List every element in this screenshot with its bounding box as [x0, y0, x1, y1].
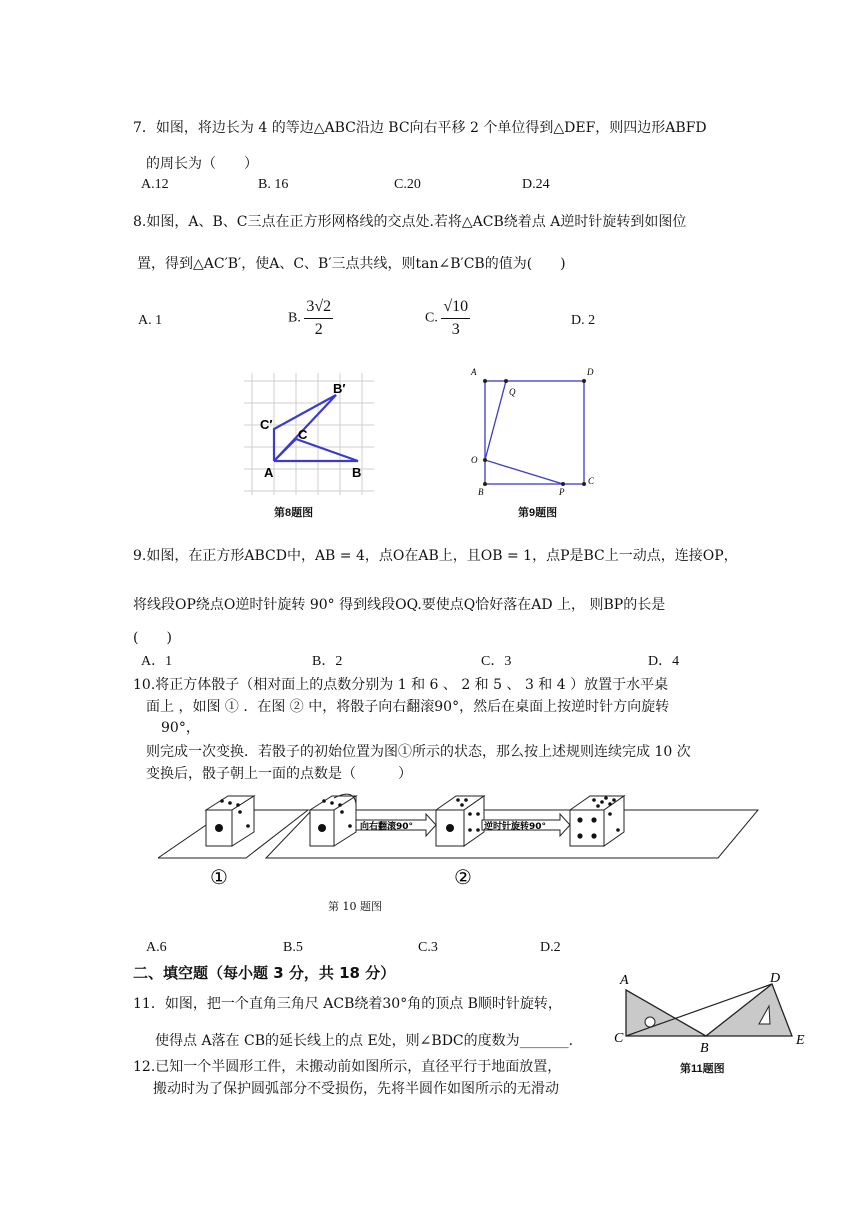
q12-line1: 12.已知一个半圆形工件，未搬动前如图所示，直径平行于地面放置， [133, 1059, 562, 1075]
q8-option-b-letter: B. [288, 310, 301, 326]
q10-option-c: C.3 [418, 940, 438, 955]
fig9-label-a: A [471, 367, 477, 377]
fig9-label-q: Q [509, 387, 516, 397]
q11-line1: 11．如图，把一个直角三角尺 ACB绕着30°角的顶点 B顺时针旋转， [133, 996, 562, 1012]
q8-option-c-fraction [441, 298, 470, 339]
fig9-label-b: B [478, 487, 484, 497]
fig8-caption: 第8题图 [274, 507, 314, 519]
fig8-triangles [274, 395, 358, 461]
fig8-label-bprime: B′ [333, 381, 346, 396]
q8-option-b-fraction [304, 298, 333, 339]
q8-option-c-denominator: 3 [451, 321, 460, 338]
fig11-label-d: D [770, 971, 781, 986]
q10-line3: 90°， [161, 720, 200, 736]
q8-line1: 8.如图，A、B、C三点在正方形网格线的交点处.若将△ACB绕着点 A逆时针旋转到如图位 [133, 214, 687, 230]
fig10-caption: 第 10 题图 [328, 900, 382, 913]
q10-line4: 则完成一次变换．若骰子的初始位置为图①所示的状态，那么按上述规则连续完成 10 次 [146, 744, 691, 760]
fig8-label-a: A [264, 465, 274, 480]
q9-line1: 9.如图，在正方形ABCD中，AB = 4，点O在AB上，且OB = 1，点P是BC上一动点，连接OP， [133, 548, 738, 564]
fig11-label-a: A [620, 973, 629, 988]
fig9-label-p: P [559, 487, 565, 497]
fig11-diagram [612, 966, 812, 1052]
q7-line1: 7．如图，将边长为 4 的等边△ABC沿边 BC向右平移 2 个单位得到△DEF，则四边形ABFD [133, 120, 707, 136]
q8-option-c [425, 298, 470, 339]
q9-option-c: C．3 [481, 654, 512, 669]
q11-line2: 使得点 A落在 CB的延长线上的点 E处，则∠BDC的度数为_______. [155, 1033, 574, 1049]
q7-option-d: D.24 [522, 177, 550, 192]
q9-option-a: A．1 [141, 654, 173, 669]
fig8-label-b: B [352, 465, 362, 480]
q8-option-d: D. 2 [571, 313, 596, 328]
q7-option-c: C.20 [394, 177, 421, 192]
q8-line2: 置，得到△AC′B′，使A、C、B′三点共线，则tan∠B′CB的值为( ) [137, 256, 566, 272]
fig9-lines [485, 381, 584, 484]
q8-option-c-numerator: √10 [441, 298, 470, 319]
fig10-diagram [158, 792, 760, 892]
q8-option-b [288, 298, 333, 339]
fig11-hole-1 [645, 1017, 655, 1027]
q10-option-a: A.6 [146, 940, 167, 955]
q10-option-d: D.2 [540, 940, 561, 955]
fig8-label-cprime: C′ [260, 417, 273, 432]
q9-line2: 将线段OP绕点O逆时针旋转 90° 得到线段OQ.要使点Q恰好落在AD 上， 则BP的长是 [133, 597, 666, 613]
fig8-diagram [240, 365, 380, 515]
q8-option-a: A. 1 [138, 313, 163, 328]
q7-line2: 的周长为（ ） [146, 156, 258, 172]
section-2-title: 二、填空题（每小题 3 分，共 18 分） [133, 964, 396, 982]
fig8-label-c: C [298, 427, 308, 442]
q9-option-d: D．4 [648, 654, 680, 669]
die-4 [570, 796, 624, 846]
fig11-triangle-acb [626, 990, 706, 1036]
q7-option-a: A.12 [141, 177, 169, 192]
q8-option-b-numerator: 3√2 [304, 298, 333, 319]
fig10-label-1: ① [210, 865, 228, 889]
fig9-caption: 第9题图 [518, 507, 558, 519]
q7-option-b: B. 16 [258, 177, 289, 192]
fig9-label-o: O [471, 455, 478, 465]
arrow-rotate-label: 逆时针旋转90° [484, 822, 547, 832]
q12-line2: 搬动时为了保护圆弧部分不受损伤，先将半圆作如图所示的无滑动 [153, 1081, 559, 1097]
q10-line1: 10.将正方体骰子（相对面上的点数分别为 1 和 6 、 2 和 5 、 3 和 4 ）放置于水平桌 [133, 677, 669, 693]
q10-option-b: B.5 [283, 940, 303, 955]
fig11-caption: 第11题图 [680, 1063, 725, 1075]
fig9-label-c: C [588, 476, 595, 486]
fig9-points [483, 379, 586, 486]
q9-line3: ( ) [133, 630, 172, 646]
fig9-diagram [468, 365, 608, 500]
q8-option-c-letter: C. [425, 310, 438, 326]
die-3 [436, 796, 484, 846]
fig11-label-b: B [700, 1041, 709, 1052]
q8-option-b-denominator: 2 [314, 321, 323, 338]
fig11-label-c: C [614, 1031, 624, 1046]
arrow-roll-label: 向右翻滚90° [360, 822, 414, 832]
fig11-label-e: E [796, 1033, 805, 1048]
die-2 [310, 794, 356, 846]
fig9-label-d: D [587, 367, 594, 377]
q9-option-b: B．2 [312, 654, 343, 669]
die-1 [206, 796, 254, 846]
q10-line5: 变换后，骰子朝上一面的点数是（ ） [146, 766, 412, 782]
q10-line2: 面上 ，如图 ① ．在图 ② 中，将骰子向右翻滚90°，然后在桌面上按逆时针方向旋转 [146, 699, 670, 715]
fig10-label-2: ② [454, 865, 472, 889]
